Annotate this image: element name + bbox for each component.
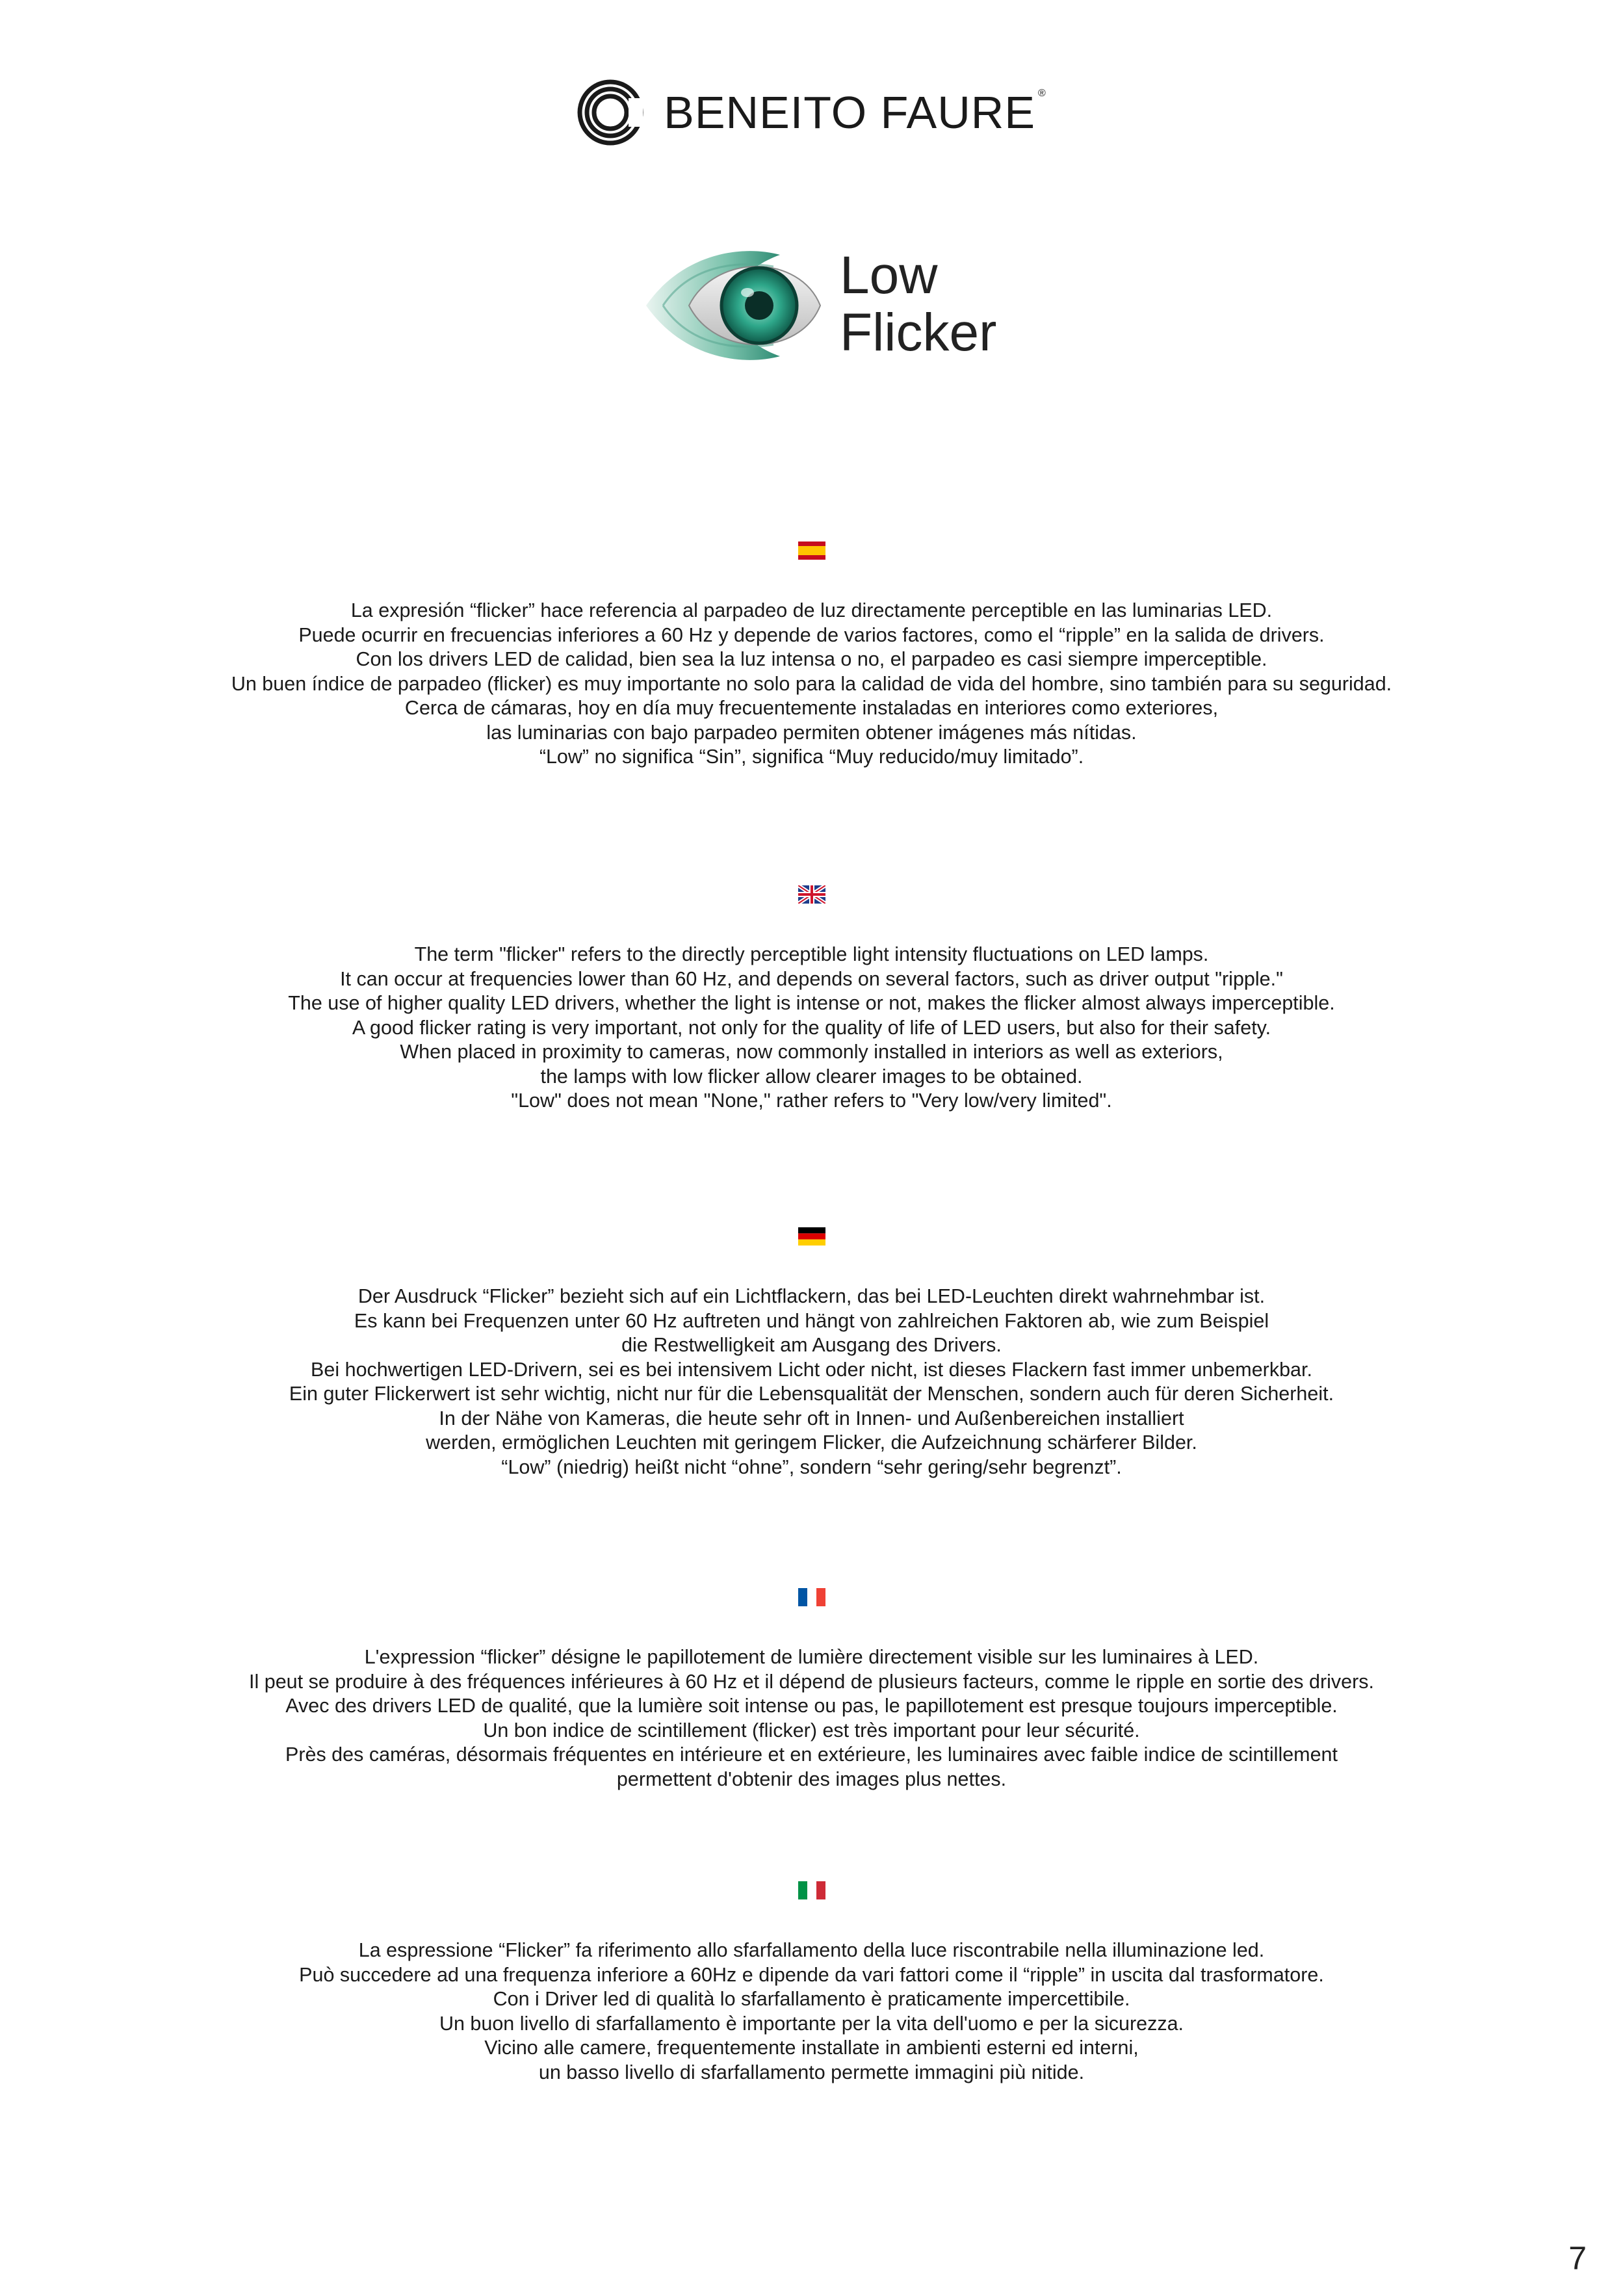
low-flicker-badge (643, 241, 1007, 371)
text-line: Vicino alle camere, frequentemente installate in ambienti esterni ed interni, (484, 2037, 1139, 2059)
title-line-low: Low (840, 246, 938, 305)
text-line: Ein guter Flickerwert ist sehr wichtig, nicht nur für die Lebensqualität der Menschen, sondern auch für deren Sicherheit. (289, 1383, 1334, 1405)
brand-name (664, 86, 1046, 138)
text-line: werden, ermöglichen Leuchten mit geringem Flicker, die Aufzeichnung schärferer Bilder. (426, 1431, 1197, 1454)
text-line: It can occur at frequencies lower than 60 Hz, and depends on several factors, such as driver output "ripple." (340, 967, 1283, 990)
text-line: “Low” no significa “Sin”, significa “Muy reducido/muy limitado”. (539, 746, 1084, 768)
text-line: Con los drivers LED de calidad, bien sea la luz intensa o no, el parpadeo es casi siempre imperceptible. (356, 648, 1267, 670)
italy-flag-icon (798, 1881, 825, 1899)
text-line: Avec des drivers LED de qualité, que la lumière soit intense ou pas, le papillotement est presque toujours imperceptible. (285, 1695, 1338, 1717)
brand-header (0, 77, 1623, 148)
text-line: Un bon indice de scintillement (flicker) est très important pour leur sécurité. (483, 1719, 1140, 1742)
page-number: 7 (1568, 2240, 1587, 2276)
text-line: A good flicker rating is very important, not only for the quality of life of LED users, but also for their safety. (352, 1016, 1271, 1039)
text-line: Un buen índice de parpadeo (flicker) es muy importante no solo para la calidad de vida del hombre, sino también para su seguridad. (231, 672, 1392, 695)
low-flicker-title (840, 247, 996, 361)
section-spanish (0, 541, 1623, 770)
text-line: L'expression “flicker” désigne le papillotement de lumière directement visible sur les luminaires à LED. (364, 1646, 1259, 1668)
registered-mark: ® (1038, 88, 1046, 99)
text-line: La expresión “flicker” hace referencia al parpadeo de luz directamente perceptible en las luminarias LED. (350, 599, 1273, 621)
germany-flag-icon (798, 1227, 825, 1246)
text-line: La espressione “Flicker” fa riferimento allo sfarfallamento della luce riscontrabile nella illuminazione led. (358, 1939, 1265, 1961)
text-line: Près des caméras, désormais fréquentes en intérieure et en extérieure, les luminaires avec faible indice de scintillement (285, 1743, 1338, 1766)
text-line: un basso livello di sfarfallamento permette immagini più nitide. (538, 2061, 1085, 2083)
brand-logo-icon (577, 79, 644, 146)
german-paragraph (0, 1285, 1623, 1480)
text-line: die Restwelligkeit am Ausgang des Drivers. (621, 1334, 1002, 1356)
text-line: Cerca de cámaras, hoy en día muy frecuentemente instaladas en interiores como exteriores, (404, 697, 1219, 719)
text-line: Può succedere ad una frequenza inferiore a 60Hz e dipende da vari fattori come il “ripple” in uscita dal trasformatore. (299, 1963, 1324, 1986)
uk-flag-icon (798, 885, 825, 904)
text-line: “Low” (niedrig) heißt nicht “ohne”, sondern “sehr gering/sehr begrenzt”. (501, 1455, 1122, 1478)
brand-name-text: BENEITO FAURE (664, 87, 1036, 138)
text-line: Il peut se produire à des fréquences inférieures à 60 Hz et il dépend de plusieurs facteurs, comme le ripple en sortie des drivers. (249, 1670, 1374, 1693)
text-line: The term "flicker" refers to the directly perceptible light intensity fluctuations on LED lamps. (414, 943, 1209, 965)
section-german (0, 1227, 1623, 1480)
text-line: "Low" does not mean "None," rather refers to "Very low/very limited". (511, 1089, 1112, 1112)
eye-icon (643, 241, 825, 371)
text-line: When placed in proximity to cameras, now commonly installed in interiors as well as exteriors, (400, 1041, 1223, 1063)
english-paragraph (0, 943, 1623, 1114)
title-line-flicker: Flicker (840, 303, 997, 362)
text-line: Puede ocurrir en frecuencias inferiores a 60 Hz y depende de varios factores, como el “ripple” en la salida de drivers. (298, 623, 1325, 646)
text-line: Der Ausdruck “Flicker” bezieht sich auf ein Lichtflackern, das bei LED-Leuchten direkt wahrnehmbar ist. (357, 1285, 1266, 1307)
french-paragraph (0, 1645, 1623, 1792)
text-line: The use of higher quality LED drivers, whether the light is intense or not, makes the flicker almost always imperceptible. (288, 992, 1335, 1014)
text-line: Con i Driver led di qualità lo sfarfallamento è praticamente impercettibile. (493, 1988, 1130, 2010)
spanish-paragraph (0, 599, 1623, 770)
text-line: the lamps with low flicker allow clearer images to be obtained. (540, 1065, 1083, 1088)
section-italian (0, 1881, 1623, 2085)
section-english (0, 885, 1623, 1114)
section-french (0, 1588, 1623, 1792)
text-line: permettent d'obtenir des images plus nettes. (616, 1768, 1007, 1790)
text-line: In der Nähe von Kameras, die heute sehr oft in Innen- und Außenbereichen installiert (439, 1407, 1184, 1429)
spain-flag-icon (798, 541, 825, 560)
text-line: Un buon livello di sfarfallamento è importante per la vita dell'uomo e per la sicurezza. (439, 2012, 1184, 2035)
text-line: Es kann bei Frequenzen unter 60 Hz auftreten und hängt von zahlreichen Faktoren ab, wie zum Beispiel (354, 1309, 1269, 1332)
italian-paragraph (0, 1938, 1623, 2085)
text-line: las luminarias con bajo parpadeo permiten obtener imágenes más nítidas. (486, 721, 1137, 744)
france-flag-icon (798, 1588, 825, 1606)
text-line: Bei hochwertigen LED-Drivern, sei es bei intensivem Licht oder nicht, ist dieses Flackern fast immer unbemerkbar. (311, 1358, 1312, 1381)
